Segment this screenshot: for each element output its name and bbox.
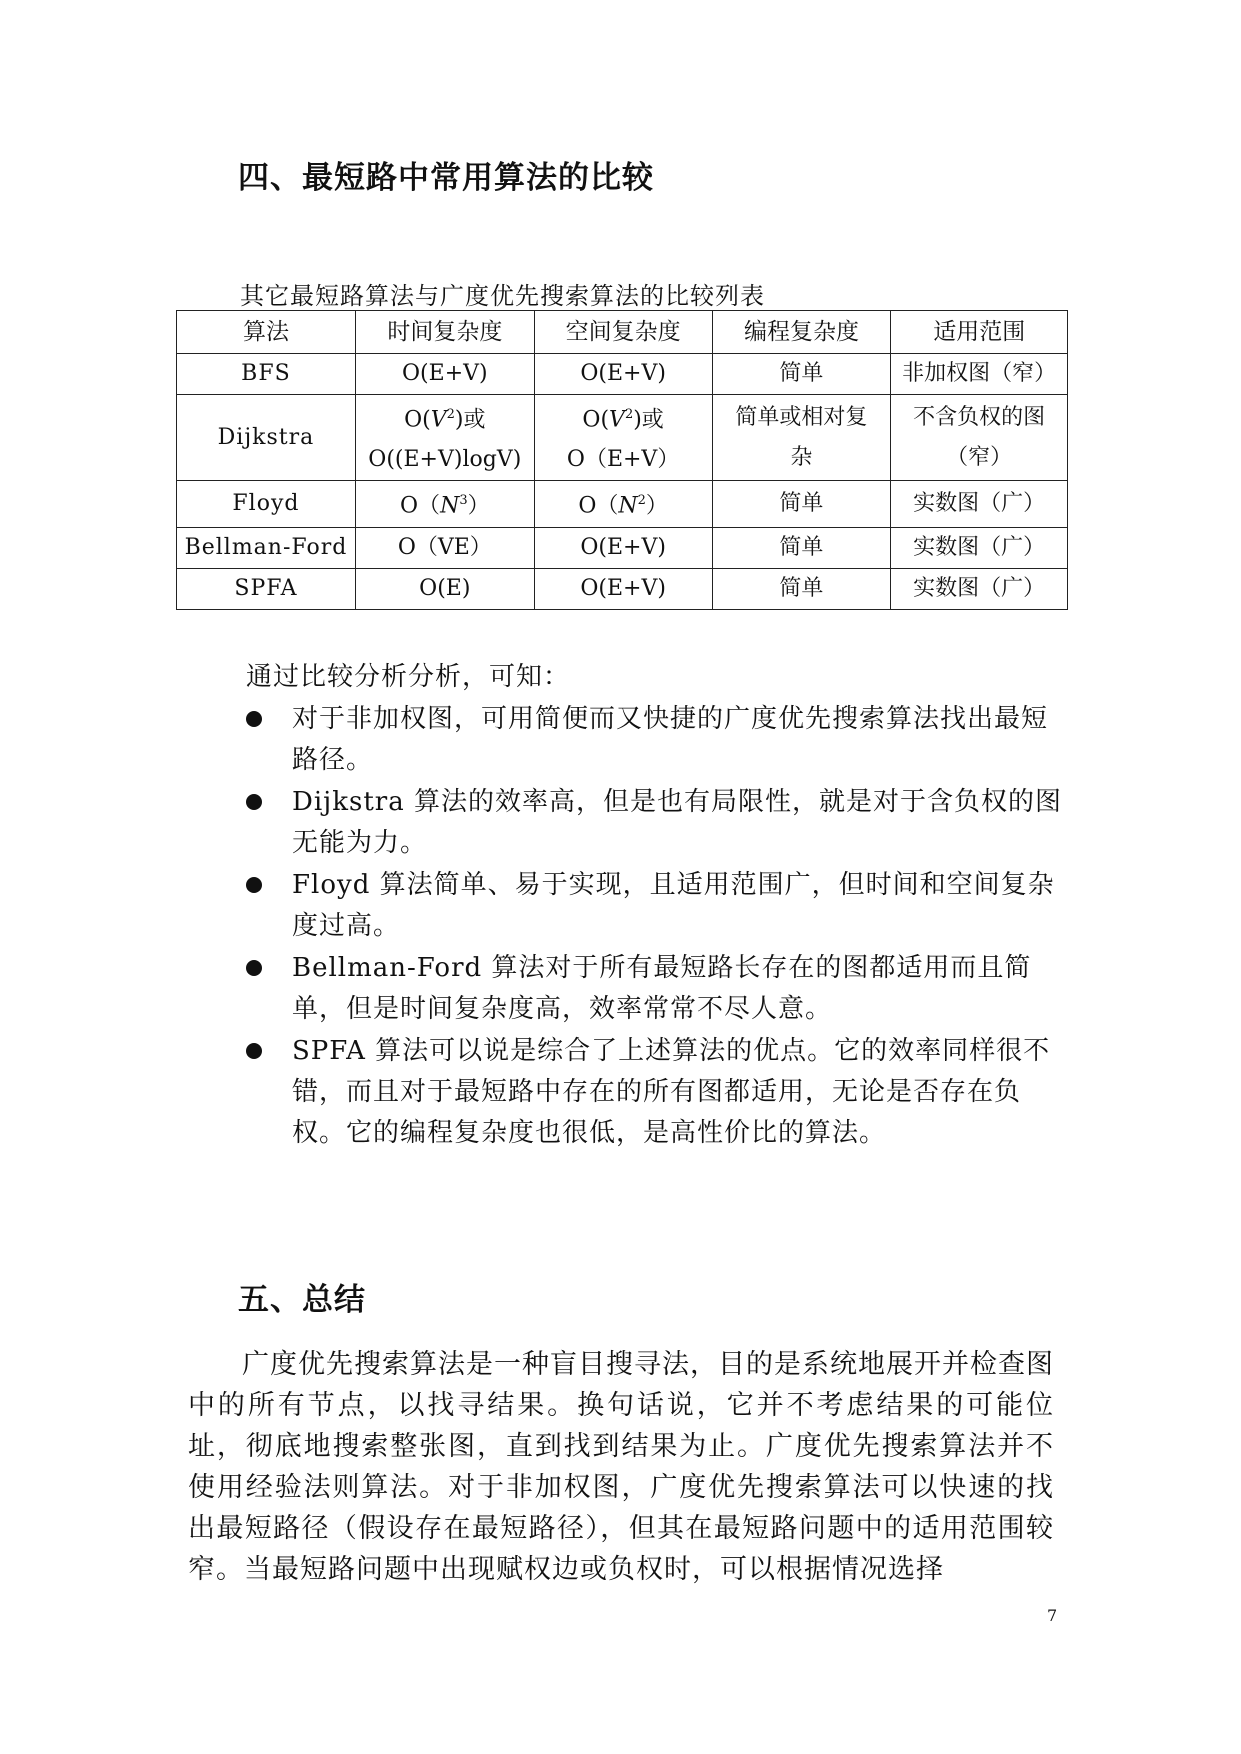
section-heading-summary: 五、总结 [238, 1282, 366, 1318]
formula-exponent: 2 [637, 493, 646, 509]
summary-paragraph: 广度优先搜索算法是一种盲目搜寻法，目的是系统地展开并检查图中的所有节点，以找寻结果。换句话说，它并不考虑结果的可能位址，彻底地搜索整张图，直到找到结果为止。广度优先搜索算法并不使用经验法则算法。对于非加权图，广度优先搜索算法可以快速的找出最短路径（假设存在最短路径），但其在最短路问题中的适用范围较窄。当最短路问题中出现赋权边或负权时，可以根据情况选择 [188, 1349, 1054, 1585]
formula-variable: V [609, 407, 625, 433]
cell-scope: 非加权图（窄） [891, 354, 1068, 395]
cell-algorithm: SPFA [177, 568, 356, 609]
cell-scope [891, 395, 1068, 481]
list-item-text: SPFA 算法可以说是综合了上述算法的优点。它的效率同样很不错，而且对于最短路中存在的所有图都适用，无论是否存在负权。它的编程复杂度也很低，是高性价比的算法。 [292, 1036, 1051, 1148]
page-number: 7 [1047, 1606, 1058, 1625]
table-caption: 其它最短路算法与广度优先搜索算法的比较列表 [240, 282, 765, 310]
conclusion-list [246, 699, 1066, 1155]
formula-text: O( [404, 407, 431, 433]
cell-algorithm: Floyd [177, 481, 356, 527]
table-row [177, 527, 1068, 568]
cell-time: O（VE） [355, 527, 534, 568]
table-row [177, 354, 1068, 395]
header-scope: 适用范围 [891, 311, 1068, 354]
cell-line: O((E+V)logV) [368, 447, 522, 473]
cell-line: 不含负权的图 [913, 404, 1046, 430]
list-item-text: Bellman-Ford 算法对于所有最短路长存在的图都适用而且简单，但是时间复杂度高，效率常常不尽人意。 [292, 953, 1032, 1024]
cell-space: O(E+V) [534, 568, 712, 609]
comparison-intro: 通过比较分析分析，可知： [246, 662, 571, 692]
list-item [246, 948, 1066, 1030]
list-item [246, 699, 1066, 781]
table-row [177, 395, 1068, 481]
formula-text: O( [582, 407, 610, 433]
formula-exponent: 2 [446, 407, 455, 422]
header-space-complexity: 空间复杂度 [534, 311, 712, 354]
header-programming-complexity: 编程复杂度 [712, 311, 891, 354]
formula-text: O（ [400, 493, 441, 519]
formula-text: )或 [454, 407, 486, 433]
cell-time [355, 395, 534, 481]
cell-line: （窄） [946, 444, 1013, 470]
list-item [246, 782, 1066, 864]
table-row [177, 481, 1068, 527]
list-item-text: Dijkstra 算法的效率高，但是也有局限性，就是对于含负权的图无能为力。 [292, 787, 1062, 858]
formula-variable: V [430, 407, 447, 433]
cell-time: O(E+V) [355, 354, 534, 395]
bullet-icon [246, 711, 262, 727]
cell-line: 简单或相对复 [735, 404, 868, 430]
bullet-icon [246, 1043, 262, 1059]
bullet-icon [246, 877, 262, 893]
list-item [246, 865, 1066, 947]
cell-programming [712, 395, 891, 481]
formula-text: ） [467, 493, 490, 519]
list-item [246, 1031, 1066, 1154]
formula-text: O（ [578, 493, 619, 519]
cell-line [360, 395, 530, 440]
formula-exponent: 2 [624, 407, 634, 422]
cell-algorithm: Bellman-Ford [177, 527, 356, 568]
comparison-table [176, 310, 1068, 610]
cell-programming: 简单 [712, 354, 891, 395]
cell-line [539, 395, 708, 440]
table-row [177, 568, 1068, 609]
formula-variable: N [618, 493, 638, 519]
list-item-text: 对于非加权图，可用简便而又快捷的广度优先搜索算法找出最短路径。 [292, 704, 1049, 775]
header-time-complexity: 时间复杂度 [355, 311, 534, 354]
formula-text: )或 [633, 407, 664, 433]
cell-time: O(E) [355, 568, 534, 609]
bullet-icon [246, 794, 262, 810]
cell-scope: 实数图（广） [891, 527, 1068, 568]
table-header-row [177, 311, 1068, 354]
bullet-icon [246, 960, 262, 976]
formula-exponent: 3 [459, 493, 468, 509]
cell-programming: 简单 [712, 568, 891, 609]
cell-space: O(E+V) [534, 527, 712, 568]
cell-line: 杂 [790, 444, 813, 470]
formula-variable: N [440, 493, 460, 519]
formula-text: ） [645, 493, 668, 519]
list-item-text: Floyd 算法简单、易于实现，且适用范围广，但时间和空间复杂度过高。 [292, 870, 1055, 941]
section-heading-comparison: 四、最短路中常用算法的比较 [238, 160, 654, 196]
cell-scope: 实数图（广） [891, 481, 1068, 527]
cell-programming: 简单 [712, 481, 891, 527]
header-algorithm: 算法 [177, 311, 356, 354]
cell-space: O(E+V) [534, 354, 712, 395]
cell-scope: 实数图（广） [891, 568, 1068, 609]
cell-space [534, 395, 712, 481]
cell-algorithm: BFS [177, 354, 356, 395]
cell-programming: 简单 [712, 527, 891, 568]
cell-space [534, 481, 712, 527]
cell-line: O（E+V） [566, 447, 680, 473]
cell-algorithm: Dijkstra [177, 395, 356, 481]
cell-time [355, 481, 534, 527]
